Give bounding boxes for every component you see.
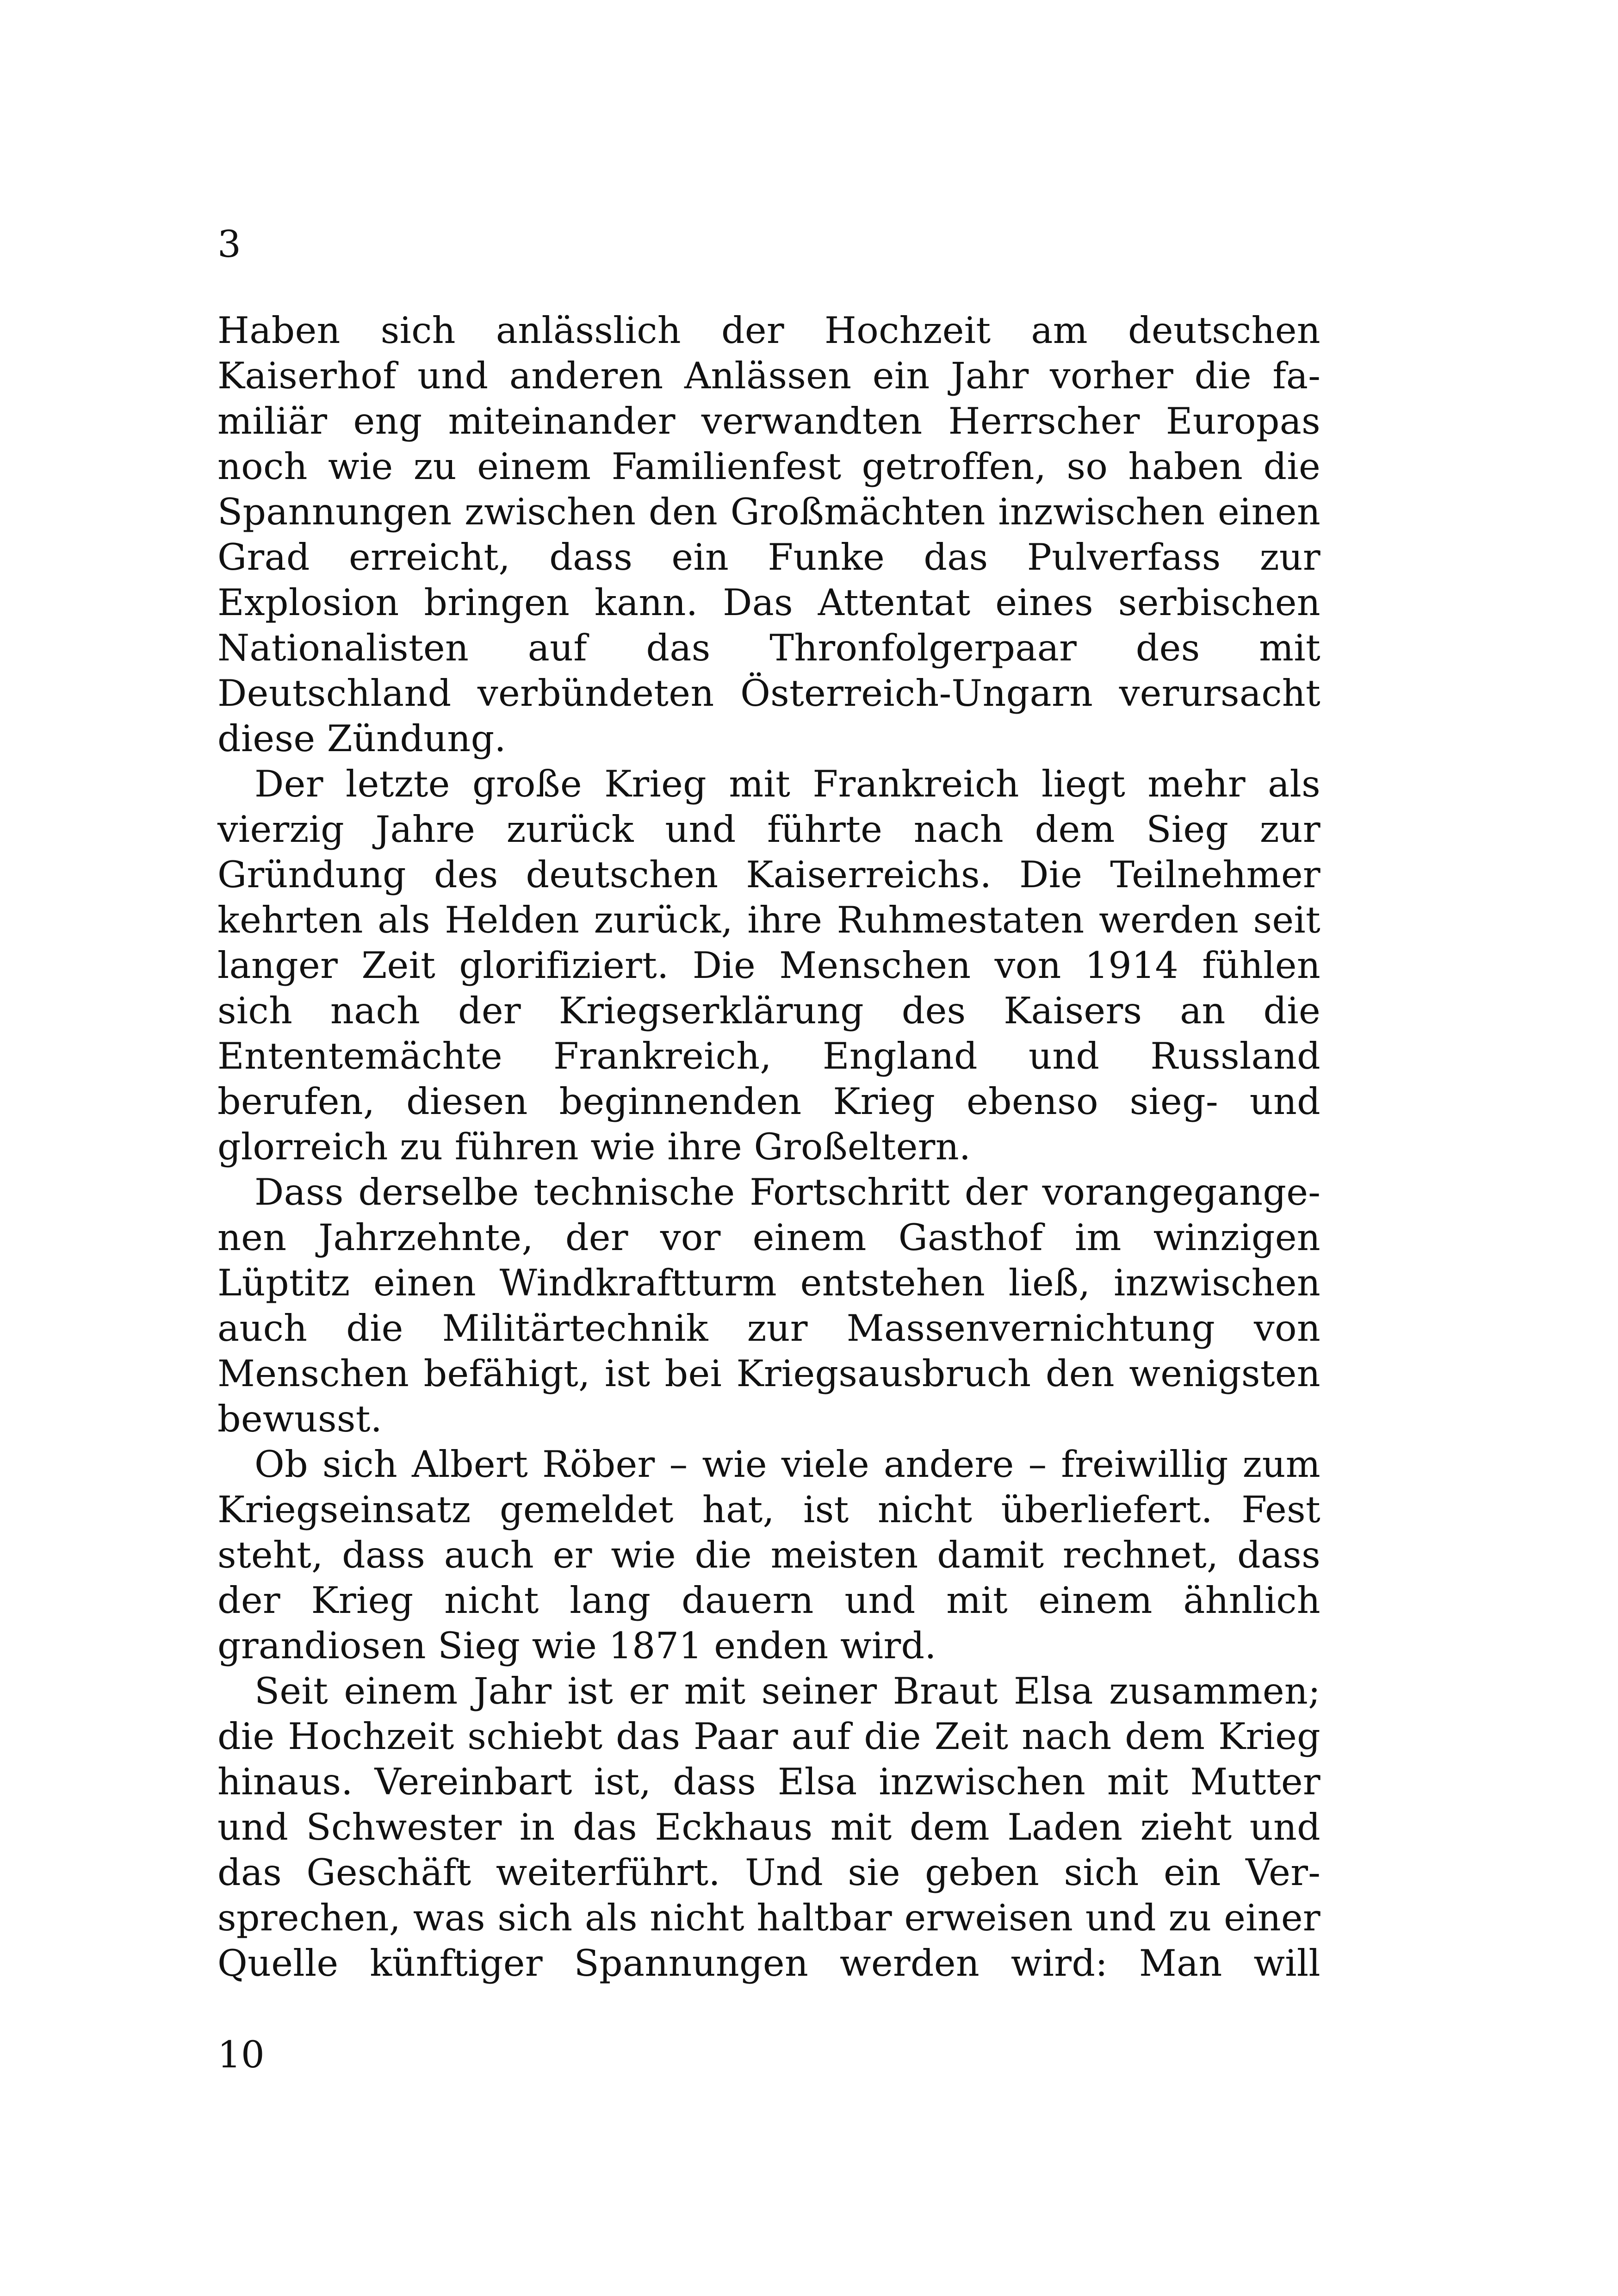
body-text — [217, 308, 1320, 1986]
paragraph-3: Dass derselbe technische Fortschritt der vorangegangenen Jahrzehnte, der vor einem Gasthof im winzigen Lüptitz einen Windkraftturm entstehen ließ, inzwischen auch die Militärtechnik zur Massenvernichtung von Menschen befähigt, ist bei Kriegsausbruch den wenigsten bewusst. — [217, 1171, 1320, 1440]
chapter-number: 3 — [217, 223, 241, 266]
page-number: 10 — [217, 2033, 265, 2076]
paragraph-5: Seit einem Jahr ist er mit seiner Braut Elsa zusammen; die Hochzeit schiebt das Paar auf die Zeit nach dem Krieg hinaus. Vereinbart ist, dass Elsa inzwischen mit Mutter und Schwester in das Eckhaus mit dem Laden zieht und das Geschäft weiterführt. Und sie geben sich ein Versprechen, was sich als nicht haltbar erweisen und zu einer Quelle künftiger Spannungen werden wird: Man will — [217, 1670, 1320, 1985]
paragraph-2: Der letzte große Krieg mit Frankreich liegt mehr als vierzig Jahre zurück und führte nach dem Sieg zur Gründung des deutschen Kaiserreichs. Die Teilnehmer kehrten als Helden zurück, ihre Ruhmestaten werden seit langer Zeit glorifiziert. Die Menschen von 1914 fühlen sich nach der Kriegserklärung des Kaisers an die Ententemächte Frankreich, England und Russland berufen, diesen beginnenden Krieg ebenso sieg- und glorreich zu führen wie ihre Großeltern. — [217, 763, 1320, 1168]
paragraph-4: Ob sich Albert Röber – wie viele andere – freiwillig zum Kriegseinsatz gemeldet hat, ist nicht überliefert. Fest steht, dass auch er wie die meisten damit rechnet, dass der Krieg nicht lang dauern und mit einem ähnlich grandiosen Sieg wie 1871 enden wird. — [217, 1443, 1320, 1667]
paragraph-1: Haben sich anlässlich der Hochzeit am deutschen Kaiserhof und anderen Anlässen ein Jahr vorher die familiär eng miteinander verwandten Herrscher Europas noch wie zu einem Familienfest getroffen, so haben die Spannungen zwischen den Großmächten inzwischen einen Grad erreicht, dass ein Funke das Pulverfass zur Explosion bringen kann. Das Attentat eines serbischen Nationalisten auf das Thronfolgerpaar des mit Deutschland verbündeten Österreich-Ungarn verursacht diese Zündung. — [217, 309, 1320, 760]
